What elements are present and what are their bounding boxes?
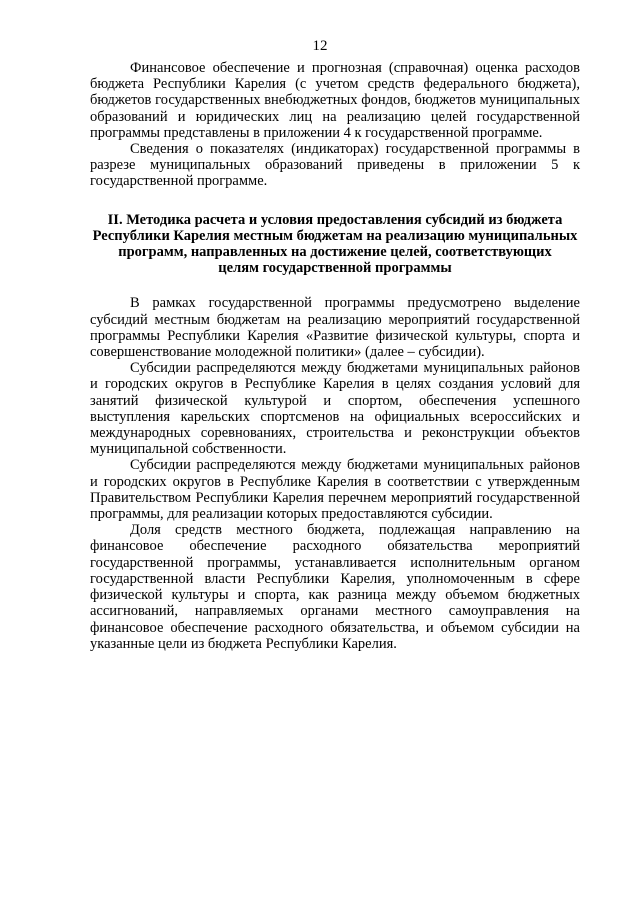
section-heading — [90, 212, 580, 277]
paragraph-indicators: Сведения о показателях (индикаторах) государственной программы в разрезе муниципальных образований приведены в приложении 5 к государственной программе. — [90, 141, 580, 190]
section-heading-line: программ, направленных на достижение целей, соответствующих — [118, 244, 552, 261]
section-heading-line: Республики Карелия местным бюджетам на реализацию муниципальных — [92, 227, 578, 244]
paragraph-subsidies-intro: В рамках государственной программы предусмотрено выделение субсидий местным бюджетам на реализацию мероприятий государственной программы Республики Карелия «Развитие физической культуры, спорта и совершенствование молодежной политики» (далее – субсидии). — [90, 295, 580, 361]
page-number: 12 — [312, 38, 328, 54]
document-body — [90, 60, 580, 652]
paragraph-financing: Финансовое обеспечение и прогнозная (справочная) оценка расходов бюджета Республики Карелия (с учетом средств федерального бюджета), бюджетов государственных внебюджетных фондов, бюджетов муниципальных образований и юридических лиц на реализацию целей государственной программы представлены в приложении 4 к государственной программе. — [90, 60, 580, 141]
paragraph-local-budget-share: Доля средств местного бюджета, подлежащая направлению на финансовое обеспечение расходного обязательства мероприятий государственной программы, устанавливается исполнительным органом государственной власти Республики Карелия, уполномоченным в сфере физической культуры и спорта, как разница между объемом бюджетных ассигнований, направляемых органами местного самоуправления на финансовое обеспечение расходного обязательства, и объемом субсидии на указанные цели из бюджета Республики Карелия. — [90, 522, 580, 652]
paragraph-subsidies-distribution: Субсидии распределяются между бюджетами муниципальных районов и городских округов в Республике Карелия в соответствии с утвержденным Правительством Республики Карелия перечнем мероприятий государственной программы, для реализации которых предоставляются субсидии. — [90, 457, 580, 523]
section-heading-line: II. Методика расчета и условия предоставления субсидий из бюджета — [107, 211, 563, 228]
paragraph-subsidies-purpose: Субсидии распределяются между бюджетами муниципальных районов и городских округов в Республике Карелия в целях создания условий для занятий физической культурой и спортом, обеспечения успешного выступления карельских спортсменов на официальных всероссийских и международных соревнованиях, строительства и реконструкции объектов муниципальной собственности. — [90, 360, 580, 458]
section-heading-line: целям государственной программы — [218, 260, 452, 277]
